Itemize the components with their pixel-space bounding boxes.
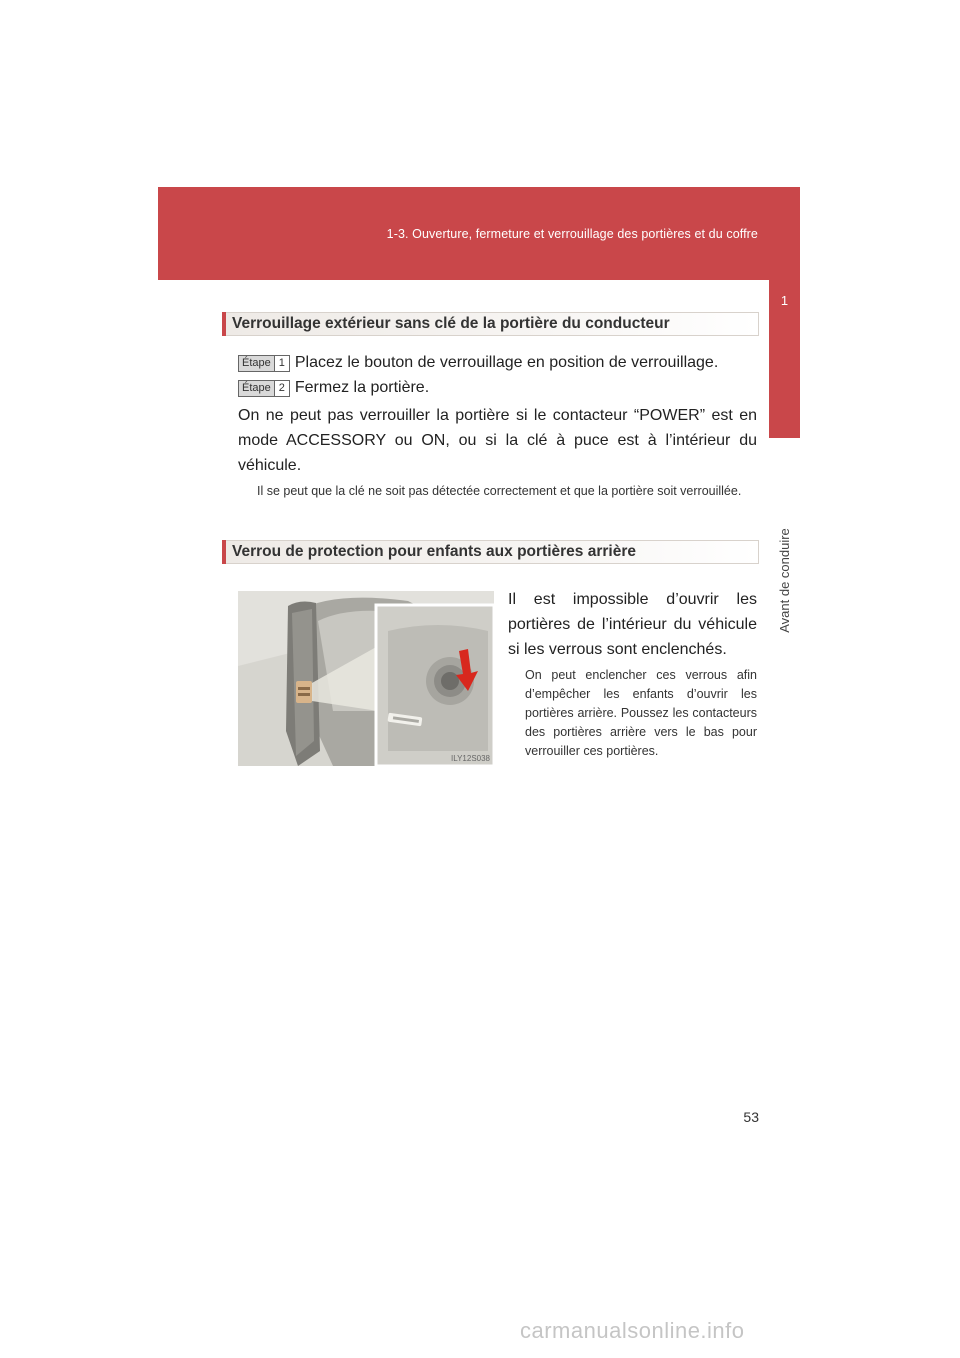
step-badge-label: Étape	[239, 381, 274, 396]
heading-accent-bar	[222, 312, 226, 336]
section-heading-child-lock	[222, 540, 759, 564]
page-number: 53	[743, 1109, 759, 1125]
detection-note: Il se peut que la clé ne soit pas détectée correctement et que la portière soit verrouillée.	[257, 484, 742, 498]
step-text: Placez le bouton de verrouillage en position de verrouillage.	[294, 354, 719, 371]
section-heading-keyless-locking	[222, 312, 759, 336]
child-lock-paragraph: Il est impossible d’ouvrir les portières de l’intérieur du véhicule si les verrous sont enclenchés.	[508, 591, 757, 658]
chapter-side-label: Avant de conduire	[776, 527, 792, 633]
step-badge-label: Étape	[239, 356, 274, 371]
illustration-code: ILY12S038	[451, 754, 490, 763]
push-down-arrow-icon	[238, 591, 494, 766]
watermark: carmanualsonline.info	[520, 1318, 745, 1343]
step-text: Fermez la portière.	[294, 379, 430, 396]
chapter-number: 1	[780, 293, 789, 308]
child-lock-note: On peut enclencher ces verrous afin d’empêcher les enfants d’ouvrir les portières arrière. Poussez les contacteurs des portières arrière vers le bas pour verrouiller ces portières.	[525, 668, 757, 758]
heading-accent-bar	[222, 540, 226, 564]
step-2	[238, 377, 429, 399]
chapter-side-tab	[769, 280, 800, 438]
step-1	[238, 352, 718, 374]
child-lock-illustration	[238, 591, 494, 766]
chapter-title: 1-3. Ouverture, fermeture et verrouillage des portières et du coffre	[386, 227, 758, 241]
chapter-header-band	[158, 187, 800, 280]
section-heading-text: Verrouillage extérieur sans clé de la portière du conducteur	[232, 315, 670, 332]
step-badge-number: 2	[274, 381, 289, 396]
step-badge-number: 1	[274, 356, 289, 371]
power-switch-paragraph: On ne peut pas verrouiller la portière si le contacteur “POWER” est en mode ACCESSORY ou ON, ou si la clé à puce est à l’intérieur du véhicule.	[238, 407, 757, 474]
chapter-side-label-wrapper	[764, 500, 804, 660]
step-badge	[238, 380, 290, 397]
section-heading-text: Verrou de protection pour enfants aux portières arrière	[232, 543, 636, 560]
step-badge	[238, 355, 290, 372]
